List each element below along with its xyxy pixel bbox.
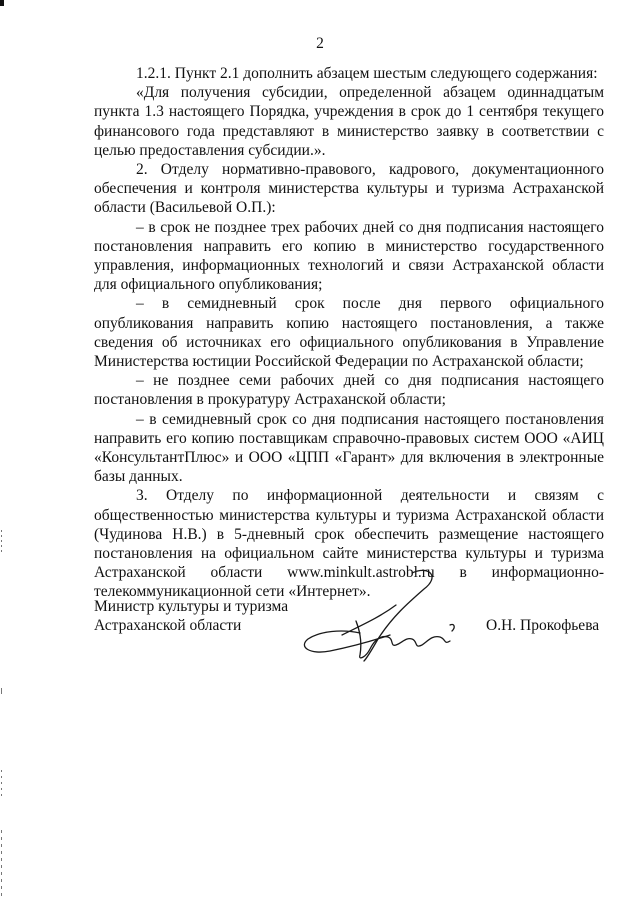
paragraph-dash-item-4: – в семидневный срок со дня подписания настоящего постановления направить его копию поставщикам справочно-правовых систем ООО «АИЦ «КонсультантПлюс» и ООО «ЦПП «Гарант» для включения в электронные базы данных.: [94, 410, 604, 486]
signatory-title-line-1: Министр культуры и туризма: [94, 598, 289, 615]
page-number: 2: [316, 35, 324, 52]
paragraph-clause-3: 3. Отделу по информационной деятельности и связям с общественностью министерства культуры и туризма Астраханской области (Чудинова Н.В.) в 5-дневный срок обеспечить размещение настоящего постановления на официальном сайте министерства культуры и туризма Астраханской области www.minkult.astrobl.ru в информационно-телекоммуникационной сети «Интернет».: [94, 487, 604, 601]
paragraph-dash-item-1: – в срок не позднее трех рабочих дней со дня подписания настоящего постановления направить его копию в министерство государственного управления, информационных технологий и связи Астраханской области для официального опубликования;: [94, 218, 604, 294]
paragraph-dash-item-2: – в семидневный срок после дня первого официального опубликования направить копию настоящего постановления, а также сведения об источниках его официального опубликования в Управление Министерства юстиции Российской Федерации по Астраханской области;: [94, 295, 604, 371]
paragraph-quoted-addition: «Для получения субсидии, определенной абзацем одиннадцатым пункта 1.3 настоящего Порядка, учреждения в срок до 1 сентября текущего финансового года представляют в министерство заявку в соответствии с целью предоставления субсидии.».: [94, 84, 604, 159]
handwritten-signature: [300, 565, 460, 665]
signatory-name: О.Н. Прокофьева: [486, 617, 600, 634]
paragraph-dash-item-3: – не позднее семи рабочих дней со дня подписания настоящего постановления в прокуратуру Астраханской области;: [94, 372, 604, 409]
paragraph-clause-2: 2. Отделу нормативно-правового, кадрового, документационного обеспечения и контроля министерства культуры и туризма Астраханской области (Васильевой О.П.):: [94, 161, 604, 217]
scan-margin-ticks: [0, 0, 3, 905]
paragraph-clause-1-2-1: 1.2.1. Пункт 2.1 дополнить абзацем шестым следующего содержания:: [136, 65, 598, 82]
signatory-title: [94, 597, 288, 635]
document-body: [94, 64, 604, 602]
signatory-title-line-2: Астраханской области: [94, 617, 242, 635]
